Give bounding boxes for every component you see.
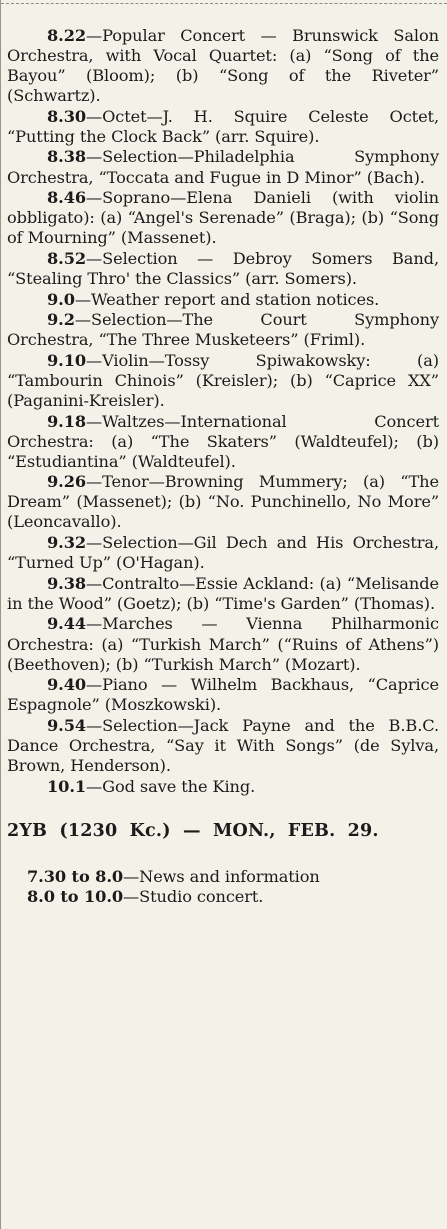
entry-time: 9.40: [47, 675, 87, 695]
column-top-rule: [1, 3, 447, 4]
programme-entry: [7, 867, 439, 887]
entry-time: 9.54: [47, 715, 87, 735]
programme-entry: [7, 290, 439, 310]
entry-description: —Violin—Tossy Spiwakowsky: (a) “Tambourin Chinois” (Kreisler); (b) “Caprice XX” (Paganini-Kreisler).: [7, 350, 439, 410]
entry-time: 7.30 to 8.0: [27, 866, 124, 886]
entry-description: —Octet—J. H. Squire Celeste Octet, “Putting the Clock Back” (arr. Squire).: [7, 106, 439, 146]
entry-time: 8.52: [47, 248, 87, 268]
entry-description: —News and information: [123, 866, 320, 886]
station-schedule-list: [7, 867, 439, 908]
entry-description: —Marches — Vienna Philharmonic Orchestra: (a) “Turkish March” (“Ruins of Athens”) (Beethoven); (b) “Turkish March” (Mozart).: [7, 614, 439, 674]
entry-description: —Tenor—Browning Mummery; (a) “The Dream” (Massenet); (b) “No. Punchinello, No More” (Leoncavallo).: [7, 472, 439, 532]
programme-entry: [7, 26, 439, 106]
entry-time: 10.1: [47, 776, 87, 796]
programme-entry: [7, 614, 439, 674]
entry-time: 9.0: [47, 289, 75, 309]
entry-time: 8.30: [47, 106, 87, 126]
programme-entry: [7, 351, 439, 411]
entry-description: —Selection — Debroy Somers Band, “Stealing Thro' the Classics” (arr. Somers).: [7, 248, 439, 288]
entry-time: 9.26: [47, 472, 87, 492]
entry-time: 8.38: [47, 147, 87, 167]
entry-time: 9.32: [47, 533, 87, 553]
programme-entry: [7, 533, 439, 573]
entry-time: 9.2: [47, 310, 75, 330]
entry-time: 8.22: [47, 26, 87, 45]
entry-time: 9.18: [47, 411, 87, 431]
entry-description: —God save the King.: [86, 776, 256, 796]
entry-description: —Selection—Jack Payne and the B.B.C. Dance Orchestra, “Say it With Songs” (de Sylva, Brown, Henderson).: [7, 715, 439, 775]
entry-description: —Selection—Gil Dech and His Orchestra, “Turned Up” (O'Hagan).: [7, 533, 439, 573]
entry-time: 9.10: [47, 350, 87, 370]
entry-description: —Popular Concert — Brunswick Salon Orchestra, with Vocal Quartet: (a) “Song of the Bayou” (Bloom); (b) “Song of the Riveter” (Schwartz).: [7, 26, 439, 106]
programme-entry: [7, 107, 439, 147]
entry-time: 8.46: [47, 188, 87, 208]
programme-list: [7, 26, 439, 797]
entry-description: —Piano — Wilhelm Backhaus, “Caprice Espagnole” (Moszkowski).: [7, 675, 439, 715]
programme-entry: [7, 675, 439, 715]
programme-entry: [7, 249, 439, 289]
programme-entry: [7, 188, 439, 248]
entry-description: —Studio concert.: [123, 887, 264, 907]
entry-description: —Weather report and station notices.: [74, 289, 380, 309]
entry-description: —Selection—Philadelphia Symphony Orchestra, “Toccata and Fugue in D Minor” (Bach).: [7, 147, 439, 187]
entry-time: 9.44: [47, 614, 87, 634]
entry-time: 8.0 to 10.0: [27, 887, 124, 907]
programme-entry: [7, 777, 439, 797]
entry-description: —Selection—The Court Symphony Orchestra, “The Three Musketeers” (Friml).: [7, 310, 439, 350]
entry-time: 9.38: [47, 573, 87, 593]
entry-description: —Soprano—Elena Danieli (with violin obbligato): (a) “Angel's Serenade” (Braga); (b) “Song of Mourning” (Massenet).: [7, 188, 439, 248]
programme-entry: [7, 574, 439, 614]
programme-entry: [7, 147, 439, 187]
entry-description: —Waltzes—International Concert Orchestra: (a) “The Skaters” (Waldteufel); (b) “Estudiantina” (Waldteufel).: [7, 411, 439, 471]
entry-description: —Contralto—Essie Ackland: (a) “Melisande in the Wood” (Goetz); (b) “Time's Garden” (Thomas).: [7, 573, 439, 613]
station-heading: 2YB (1230 Kc.) — MON., FEB. 29.: [7, 820, 379, 841]
programme-entry: [7, 716, 439, 776]
programme-entry: [7, 472, 439, 532]
programme-entry: [7, 412, 439, 472]
programme-entry: [7, 887, 439, 907]
programme-entry: [7, 310, 439, 350]
